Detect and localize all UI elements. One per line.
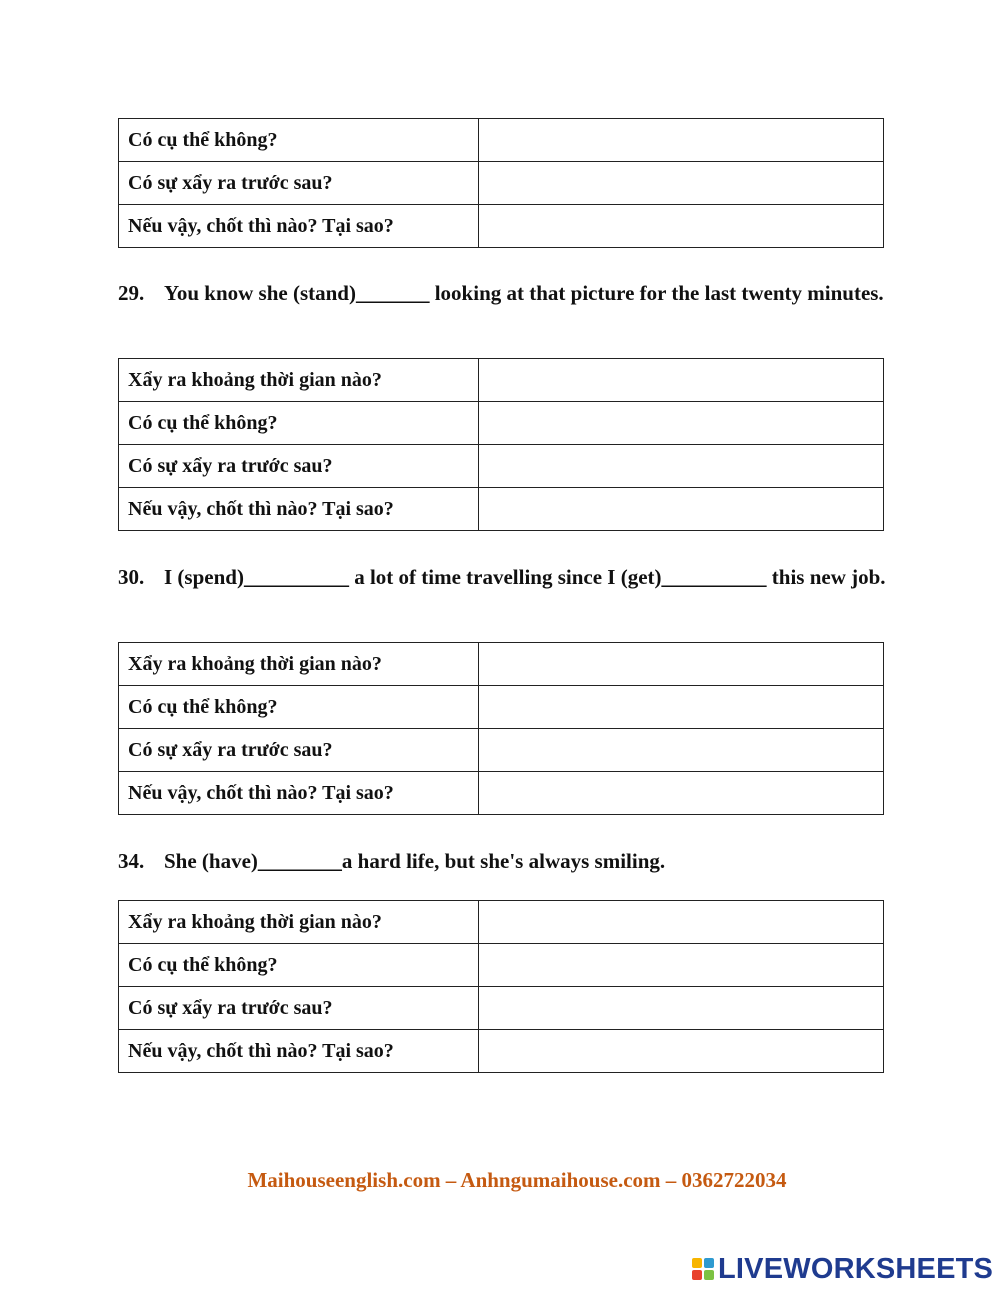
answer-table-29 xyxy=(118,358,884,531)
table-row xyxy=(119,445,884,488)
row-question: Có sự xẩy ra trước sau? xyxy=(119,162,479,205)
question-29 xyxy=(118,280,888,306)
table-row xyxy=(119,944,884,987)
logo-square-icon xyxy=(704,1270,714,1280)
answer-cell[interactable] xyxy=(479,729,884,772)
table-row xyxy=(119,488,884,531)
footer-contact: Maihouseenglish.com – Anhngumaihouse.com – 0362722034 xyxy=(247,1168,787,1192)
row-question: Xẩy ra khoảng thời gian nào? xyxy=(119,643,479,686)
table-row xyxy=(119,772,884,815)
table-row xyxy=(119,643,884,686)
question-text: I (spend)__________ a lot of time travelling since I (get)__________ this new job. xyxy=(164,565,886,589)
question-text: You know she (stand)_______ looking at that picture for the last twenty minutes. xyxy=(164,281,884,305)
question-number: 29. xyxy=(118,281,145,305)
row-question: Có cụ thể không? xyxy=(119,402,479,445)
question-number: 34. xyxy=(118,849,145,873)
row-question: Có cụ thể không? xyxy=(119,686,479,729)
liveworksheets-brand xyxy=(692,1252,994,1285)
question-text: She (have)________a hard life, but she's always smiling. xyxy=(164,849,666,873)
row-question: Có sự xẩy ra trước sau? xyxy=(119,987,479,1030)
answer-cell[interactable] xyxy=(479,772,884,815)
table-row xyxy=(119,901,884,944)
row-question: Xẩy ra khoảng thời gian nào? xyxy=(119,359,479,402)
question-30 xyxy=(118,564,888,590)
logo-square-icon xyxy=(704,1258,714,1268)
question-34 xyxy=(118,848,888,874)
table-row xyxy=(119,205,884,248)
answer-cell[interactable] xyxy=(479,901,884,944)
answer-cell[interactable] xyxy=(479,643,884,686)
row-question: Nếu vậy, chốt thì nào? Tại sao? xyxy=(119,205,479,248)
answer-cell[interactable] xyxy=(479,445,884,488)
answer-table-28 xyxy=(118,118,884,248)
table-row xyxy=(119,987,884,1030)
brand-name: LIVEWORKSHEETS xyxy=(718,1252,994,1285)
answer-cell[interactable] xyxy=(479,488,884,531)
logo-square-icon xyxy=(692,1258,702,1268)
table-row xyxy=(119,729,884,772)
row-question: Nếu vậy, chốt thì nào? Tại sao? xyxy=(119,1030,479,1073)
logo-square-icon xyxy=(692,1270,702,1280)
answer-table-30 xyxy=(118,642,884,815)
table-row xyxy=(119,686,884,729)
row-question: Nếu vậy, chốt thì nào? Tại sao? xyxy=(119,488,479,531)
row-question: Có sự xẩy ra trước sau? xyxy=(119,729,479,772)
table-row xyxy=(119,402,884,445)
answer-cell[interactable] xyxy=(479,987,884,1030)
answer-cell[interactable] xyxy=(479,205,884,248)
row-question: Có cụ thể không? xyxy=(119,119,479,162)
answer-table-34 xyxy=(118,900,884,1073)
row-question: Nếu vậy, chốt thì nào? Tại sao? xyxy=(119,772,479,815)
answer-cell[interactable] xyxy=(479,119,884,162)
row-question: Xẩy ra khoảng thời gian nào? xyxy=(119,901,479,944)
row-question: Có sự xẩy ra trước sau? xyxy=(119,445,479,488)
table-row xyxy=(119,119,884,162)
answer-cell[interactable] xyxy=(479,686,884,729)
table-row xyxy=(119,1030,884,1073)
liveworksheets-logo-icon xyxy=(692,1258,714,1280)
table-row xyxy=(119,162,884,205)
answer-cell[interactable] xyxy=(479,1030,884,1073)
table-row xyxy=(119,359,884,402)
answer-cell[interactable] xyxy=(479,402,884,445)
question-number: 30. xyxy=(118,565,145,589)
answer-cell[interactable] xyxy=(479,162,884,205)
row-question: Có cụ thể không? xyxy=(119,944,479,987)
answer-cell[interactable] xyxy=(479,944,884,987)
answer-cell[interactable] xyxy=(479,359,884,402)
